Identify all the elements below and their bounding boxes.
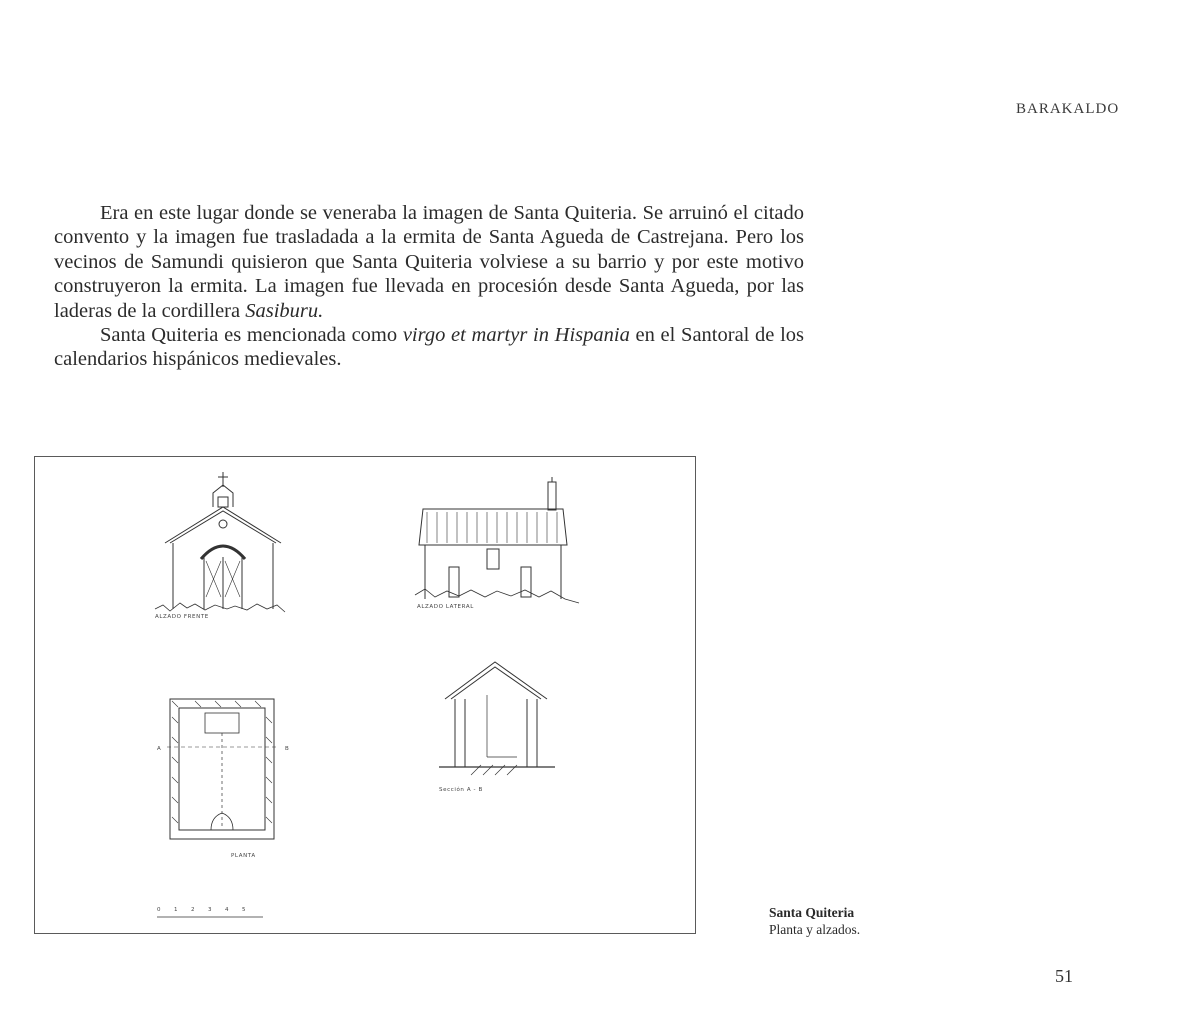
- scale-tick-0: 0: [157, 907, 162, 913]
- paragraph-2-text: Santa Quiteria es mencionada como: [100, 324, 403, 347]
- label-section: Sección A - B: [439, 787, 483, 793]
- running-head: BARAKALDO: [1016, 101, 1120, 117]
- figure-caption: [769, 904, 860, 938]
- mark-b: B: [285, 746, 290, 752]
- scale-tick-5: 5: [242, 907, 247, 913]
- floor-plan-drawing: [167, 699, 277, 839]
- paragraph-2: [54, 323, 804, 372]
- scale-tick-4: 4: [225, 907, 230, 913]
- scale-tick-2: 2: [191, 907, 196, 913]
- caption-subtitle: Planta y alzados.: [769, 922, 861, 937]
- paragraph-1: [54, 201, 804, 323]
- front-elevation-drawing: [155, 472, 285, 612]
- paragraph-1-text: Era en este lugar donde se veneraba la imagen de Santa Quiteria. Se arruinó el citado convento y la imagen fue trasladada a la ermita de Santa Agueda de Castrejana. Pero los vecinos de Samundi quisieron que Santa Quiteria volviese a su barrio y por este motivo construyeron la ermita. La imagen fue llevada en procesión desde Santa Agueda, por las laderas de la cordillera: [54, 202, 804, 322]
- paragraph-1-italic: Sasiburu.: [245, 299, 324, 322]
- label-front: ALZADO FRENTE: [155, 614, 209, 620]
- side-elevation-drawing: [415, 477, 579, 603]
- scale-tick-3: 3: [208, 907, 213, 913]
- caption-title: Santa Quiteria: [769, 905, 855, 920]
- scale-tick-1: 1: [174, 907, 179, 913]
- section-drawing: [439, 662, 555, 775]
- drawing-canvas: [35, 457, 697, 935]
- body-text: [54, 201, 804, 372]
- mark-a: A: [157, 746, 162, 752]
- label-plan: PLANTA: [231, 853, 256, 859]
- paragraph-2-italic: virgo et martyr in Hispania: [402, 324, 630, 347]
- architectural-drawing-figure: [34, 456, 696, 934]
- paragraph-2-tail: en el Santoral de los calendarios hispánicos medievales.: [54, 324, 805, 371]
- label-side: ALZADO LATERAL: [417, 604, 474, 610]
- page-number: 51: [1055, 966, 1073, 986]
